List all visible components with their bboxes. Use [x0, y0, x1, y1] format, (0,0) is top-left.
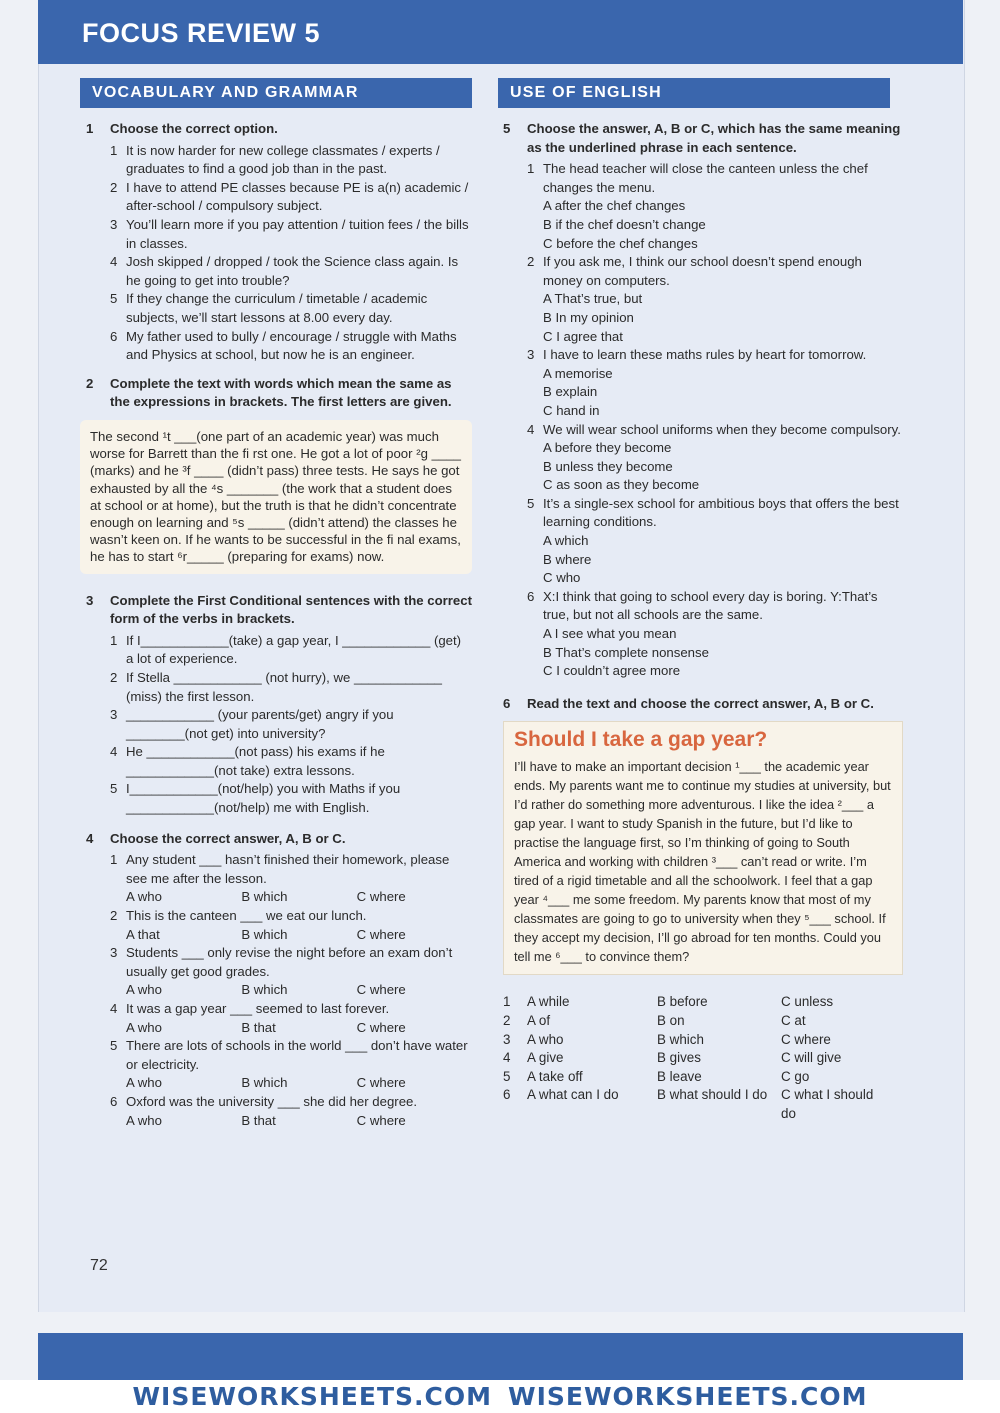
item-text: The head teacher will close the canteen unless the chef changes the menu.: [543, 161, 868, 195]
section-use-of-english: USE OF ENGLISH: [498, 78, 890, 108]
item-text: My father used to bully / encourage / struggle with Maths and Physics at school, but now he is an engineer.: [126, 328, 457, 363]
exercise-item: [527, 160, 903, 197]
item-text: I____________(not/help) you with Maths if you ____________(not/help) me with English.: [126, 781, 401, 816]
answer-option[interactable]: B That’s complete nonsense: [543, 644, 709, 660]
exercise-instruction: 5 Choose the answer, A, B or C, which has the same meaning as the underlined phrase in each sentence.: [503, 121, 901, 155]
item-number: 1: [110, 142, 118, 158]
exercise-item: [527, 253, 903, 290]
item-number: 5: [503, 1068, 511, 1084]
exercise-item: [110, 907, 472, 926]
answer-options: [110, 888, 472, 907]
exercise-item: [110, 632, 472, 669]
exercise-item: [527, 495, 903, 532]
answer-option[interactable]: C go: [781, 1068, 810, 1084]
item-number: 3: [110, 945, 118, 961]
answer-option[interactable]: B leave: [657, 1068, 702, 1084]
item-number: 3: [110, 216, 118, 232]
answer-option[interactable]: A while: [527, 994, 570, 1010]
answer-option[interactable]: A which: [543, 533, 589, 549]
item-number: 3: [503, 1031, 511, 1047]
answer-option[interactable]: A who: [126, 1112, 162, 1128]
exercise-3: [86, 592, 472, 818]
item-text: It is now harder for new college classmates / experts / graduates to find a good job than in the past.: [126, 142, 440, 177]
header-bar: [38, 0, 963, 64]
answer-option[interactable]: B explain: [543, 384, 598, 400]
answer-option[interactable]: B that: [241, 1019, 276, 1035]
item-text: There are lots of schools in the world ___ don’t have water or electricity.: [126, 1038, 468, 1072]
exercise-instruction: 2 Complete the text with words which mean the same as the expressions in brackets. The first letters are given.: [86, 375, 452, 410]
exercise-item: [110, 1037, 472, 1074]
item-text: This is the canteen ___ we eat our lunch.: [126, 908, 367, 924]
answer-option[interactable]: A that: [126, 926, 160, 942]
item-number: 1: [503, 994, 511, 1010]
answer-option[interactable]: A who: [126, 1075, 162, 1091]
item-number: 6: [110, 328, 118, 344]
item-text: Students ___ only revise the night before an exam don’t usually get good grades.: [126, 945, 453, 979]
exercise-item: [110, 743, 472, 780]
item-number: 6: [110, 1093, 118, 1109]
exercise-item: [110, 780, 472, 817]
item-text: If they change the curriculum / timetable / academic subjects, we’ll start lessons at 8.00 every day.: [126, 291, 428, 325]
item-text: Josh skipped / dropped / took the Science class again. Is he going to get into trouble?: [126, 254, 459, 288]
gapfill-text-box: The second ¹t ___(one part of an academic year) was much worse for Barrett than the fi rst one. He got a lot of poor ²g ____ (marks) and he ³f ____ (didn’t pass) three tests. He says he got exhausted by all the ⁴s _______ (the work that a student does at school or at home), but the truth is that he didn’t concentrate enough on learning and ⁵s _____ (didn’t attend) the classes he wasn’t keen on. If he wants to be successful in the fi nal exams, he has to start ⁶r_____ (preparing for exams) now.: [80, 420, 472, 574]
watermark-text: WISEWORKSHEETS.COM: [132, 1382, 492, 1411]
item-text: We will wear school uniforms when they become compulsory.: [543, 421, 901, 437]
answer-option[interactable]: A take off: [527, 1068, 583, 1084]
answer-option[interactable]: C where: [356, 889, 406, 905]
item-text: If Stella ____________ (not hurry), we ____________ (miss) the first lesson.: [126, 669, 443, 704]
exercise-item: [110, 944, 472, 981]
watermark-text: WISEWORKSHEETS.COM: [508, 1382, 868, 1411]
exercise-item: [527, 421, 903, 440]
exercise-item: [110, 142, 472, 179]
item-text: It’s a single-sex school for ambitious boys that offers the best learning conditions.: [543, 495, 899, 530]
page-title: FOCUS REVIEW 5: [82, 18, 321, 48]
item-number: 2: [110, 908, 118, 924]
answer-option[interactable]: A That’s true, but: [543, 291, 643, 307]
answer-option[interactable]: A I see what you mean: [543, 626, 677, 642]
exercise-instruction: 6 Read the text and choose the correct answer, A, B or C.: [503, 695, 874, 711]
answer-option[interactable]: A before they become: [543, 440, 672, 456]
item-text: He ____________(not pass) his exams if he ____________(not take) extra lessons.: [126, 744, 385, 778]
answer-option[interactable]: A what can I do: [527, 1087, 619, 1103]
exercise-6: [503, 695, 903, 1124]
answer-option[interactable]: B gives: [657, 1050, 701, 1066]
answer-option[interactable]: B which: [241, 1075, 288, 1091]
exercise-item: [110, 706, 472, 743]
answer-option[interactable]: B unless they become: [543, 458, 673, 474]
answer-option[interactable]: C what I should do: [781, 1087, 874, 1121]
exercise-instruction: 1 Choose the correct option.: [86, 121, 278, 136]
exercise-item: [110, 216, 472, 253]
item-text: I have to attend PE classes because PE is a(n) academic / after-school / compulsory subject.: [126, 179, 469, 214]
item-number: 5: [110, 781, 118, 797]
item-number: 4: [110, 254, 118, 270]
item-text: It was a gap year ___ seemed to last forever.: [126, 1001, 390, 1016]
item-number: 6: [503, 1087, 511, 1103]
answer-options: [110, 1019, 472, 1038]
reading-text: I’ll have to make an important decision ¹___ the academic year ends. My parents want me to continue my studies at university, but I’d rather do something more adventurous. I like the idea ²___ a gap year. I want to study Spanish in the future, but I’d like to practise the language first, so I’m thinking of going to South America and working with children ³___ can’t read or write. I’m tired of a rigid timetable and all the schoolwork. I feel that a gap year ⁴___ me some freedom. My parents know that most of my classmates are going to go to university when they ⁵___ school. If they accept my decision, I’ll go abroad for ten months. Could you tell me ⁶___ to convince them?: [514, 759, 891, 965]
answer-option[interactable]: C will give: [781, 1050, 842, 1066]
exercise-item: [527, 346, 903, 365]
exercise-item: [110, 179, 472, 216]
right-column: [503, 120, 903, 1124]
item-text: I have to learn these maths rules by heart for tomorrow.: [543, 347, 867, 363]
item-number: 2: [503, 1013, 511, 1028]
answer-option[interactable]: A of: [527, 1013, 551, 1028]
answer-option[interactable]: B that: [241, 1112, 276, 1128]
exercise-item: [110, 1093, 472, 1112]
exercise-1: [86, 120, 472, 365]
exercise-item: [527, 588, 903, 625]
answer-option[interactable]: B which: [657, 1031, 704, 1047]
answer-option[interactable]: B which: [241, 926, 288, 942]
answer-option[interactable]: C I agree that: [543, 328, 623, 344]
answer-option[interactable]: C at: [781, 1013, 806, 1028]
answer-option[interactable]: B In my opinion: [543, 309, 634, 325]
answer-option[interactable]: C where: [781, 1031, 831, 1047]
item-text: If you ask me, I think our school doesn’t spend enough money on computers.: [543, 254, 862, 288]
answer-option[interactable]: B before: [657, 994, 708, 1010]
answer-option[interactable]: C I couldn’t agree more: [543, 663, 681, 679]
item-text: ____________ (your parents/get) angry if you ________(not get) into university?: [126, 707, 394, 741]
answer-option[interactable]: C unless: [781, 994, 834, 1010]
answer-option[interactable]: C where: [356, 982, 406, 998]
item-number: 5: [527, 495, 535, 511]
left-column: [86, 120, 472, 1130]
answer-option[interactable]: C as soon as they become: [543, 477, 700, 493]
answer-option[interactable]: C where: [356, 1019, 406, 1035]
answer-option[interactable]: A who: [527, 1031, 564, 1047]
answer-option[interactable]: A who: [126, 889, 162, 905]
exercise-item: [110, 253, 472, 290]
answer-option[interactable]: B which: [241, 982, 288, 998]
exercise-2: [86, 375, 472, 574]
answer-options: [110, 1074, 472, 1093]
exercise-item: [110, 290, 472, 327]
item-number: 1: [110, 632, 118, 648]
answer-option[interactable]: A who: [126, 1019, 162, 1035]
item-text: Oxford was the university ___ she did her degree.: [126, 1093, 418, 1109]
item-number: 4: [110, 1001, 118, 1016]
answer-option[interactable]: C hand in: [543, 402, 600, 418]
answer-option[interactable]: C where: [356, 926, 406, 942]
answer-options: [110, 926, 472, 945]
item-number: 2: [110, 669, 118, 685]
reading-text-box: [503, 721, 903, 975]
exercise-4: [86, 830, 472, 1131]
footer-bar: [38, 1333, 963, 1380]
item-number: 5: [110, 1038, 118, 1054]
answer-option[interactable]: C who: [543, 570, 581, 586]
section-vocabulary-grammar: VOCABULARY AND GRAMMAR: [80, 78, 472, 108]
item-text: You’ll learn more if you pay attention / tuition fees / the bills in classes.: [126, 216, 469, 251]
answer-option[interactable]: B if the chef doesn’t change: [543, 216, 706, 232]
answer-option[interactable]: A give: [527, 1050, 564, 1066]
item-number: 4: [527, 421, 535, 437]
exercise-item: [110, 328, 472, 365]
item-number: 4: [110, 744, 118, 760]
answer-option[interactable]: A after the chef changes: [543, 198, 686, 214]
item-number: 1: [110, 852, 118, 868]
reading-title: Should I take a gap year?: [514, 728, 768, 752]
answer-option[interactable]: B on: [657, 1013, 685, 1028]
item-number: 2: [527, 254, 535, 270]
answer-option[interactable]: C where: [356, 1075, 406, 1091]
page-number: 72: [90, 1257, 108, 1274]
item-number: 3: [110, 707, 118, 723]
watermark-banner: [0, 1380, 1000, 1413]
answer-options: [110, 1112, 472, 1131]
answer-option[interactable]: B where: [543, 551, 592, 567]
exercise-instruction: 4 Choose the correct answer, A, B or C.: [86, 830, 346, 846]
exercise-5: [503, 120, 903, 681]
item-number: 3: [527, 347, 535, 363]
item-text: If I____________(take) a gap year, I ____________ (get) a lot of experience.: [126, 632, 462, 667]
exercise-item: [110, 851, 472, 888]
item-number: 1: [527, 161, 535, 177]
answer-option[interactable]: B what should I do: [657, 1087, 768, 1103]
exercise-item: [110, 1000, 472, 1019]
answer-option[interactable]: C before the chef changes: [543, 235, 698, 251]
exercise-item: [110, 669, 472, 706]
item-text: Any student ___ hasn’t finished their homework, please see me after the lesson.: [126, 852, 450, 886]
answer-option[interactable]: B which: [241, 889, 288, 905]
answer-option[interactable]: A memorise: [543, 365, 613, 381]
answer-option[interactable]: C where: [356, 1112, 406, 1128]
exercise-instruction: 3 Complete the First Conditional sentences with the correct form of the verbs in brackets.: [86, 592, 472, 627]
item-text: X:I think that going to school every day is boring. Y:That’s true, but not all schools are the same.: [543, 588, 878, 623]
answer-options: [110, 981, 472, 1000]
answer-option[interactable]: A who: [126, 982, 162, 998]
item-number: 2: [110, 179, 118, 195]
answer-options-grid: [503, 993, 903, 1123]
item-number: 4: [503, 1050, 511, 1066]
item-number: 5: [110, 291, 118, 307]
item-number: 6: [527, 588, 535, 604]
